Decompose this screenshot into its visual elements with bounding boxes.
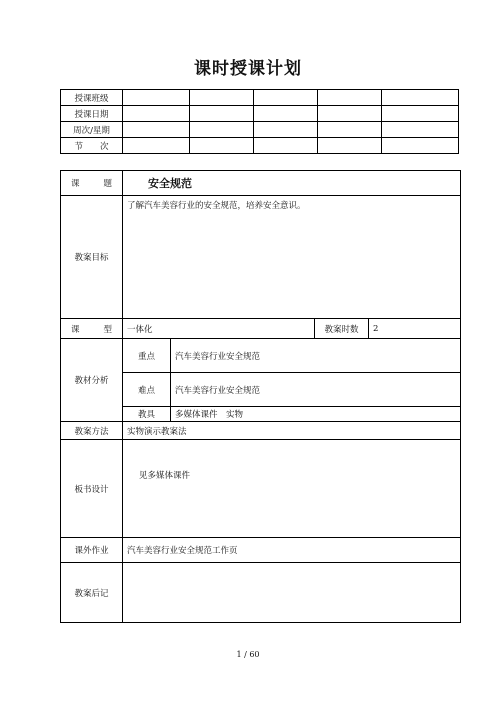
table-row bbox=[61, 122, 459, 138]
row-label-date: 授课日期 bbox=[61, 106, 123, 122]
table-cell bbox=[382, 122, 459, 138]
table-cell bbox=[318, 138, 382, 154]
difficulty-value: 汽车美容行业安全规范 bbox=[171, 373, 461, 407]
table-cell bbox=[190, 106, 254, 122]
topic-value: 安全规范 bbox=[123, 171, 461, 196]
table-cell bbox=[123, 138, 190, 154]
afterword-value bbox=[123, 563, 461, 623]
tools-label: 教具 bbox=[123, 407, 171, 422]
objective-value: 了解汽车美容行业的安全规范，培养安全意识。 bbox=[123, 196, 461, 319]
difficulty-label: 难点 bbox=[123, 373, 171, 407]
homework-value: 汽车美容行业安全规范工作页 bbox=[123, 538, 461, 563]
key-value: 汽车美容行业安全规范 bbox=[171, 339, 461, 373]
page-number: 1 / 60 bbox=[236, 650, 260, 659]
type-value: 一体化 bbox=[123, 319, 315, 339]
type-label: 课 型 bbox=[61, 319, 123, 339]
table-row bbox=[61, 90, 459, 106]
table-cell bbox=[123, 106, 190, 122]
homework-label: 课外作业 bbox=[61, 538, 123, 563]
table-cell bbox=[254, 122, 318, 138]
table-row bbox=[61, 440, 461, 538]
table-row bbox=[61, 196, 461, 319]
table-row bbox=[61, 339, 461, 373]
tools-value: 多媒体课件 实物 bbox=[171, 407, 461, 422]
hours-label: 教案时数 bbox=[315, 319, 369, 339]
table-cell bbox=[190, 122, 254, 138]
table-row bbox=[61, 319, 461, 339]
hours-value: 2 bbox=[369, 319, 461, 339]
row-label-class: 授课班级 bbox=[61, 90, 123, 106]
table-cell bbox=[190, 138, 254, 154]
table-cell bbox=[123, 122, 190, 138]
table-row bbox=[61, 563, 461, 623]
topic-label: 课 题 bbox=[61, 171, 123, 196]
table-cell bbox=[382, 138, 459, 154]
table-row bbox=[61, 138, 459, 154]
page-title: 课时授课计划 bbox=[194, 59, 302, 79]
row-label-period: 节 次 bbox=[61, 138, 123, 154]
method-label: 教案方法 bbox=[61, 422, 123, 440]
table-cell bbox=[382, 90, 459, 106]
analysis-label: 教材分析 bbox=[61, 339, 123, 422]
table-row bbox=[61, 422, 461, 440]
lesson-plan-table bbox=[60, 170, 461, 623]
table-cell bbox=[318, 106, 382, 122]
objective-label: 教案目标 bbox=[61, 196, 123, 319]
table-cell bbox=[123, 90, 190, 106]
table-cell bbox=[254, 138, 318, 154]
board-value: 见多媒体课件 bbox=[123, 440, 461, 538]
table-row bbox=[61, 106, 459, 122]
class-info-table bbox=[60, 89, 459, 154]
table-cell bbox=[382, 106, 459, 122]
row-label-week: 周次/星期 bbox=[61, 122, 123, 138]
table-cell bbox=[190, 90, 254, 106]
table-row bbox=[61, 538, 461, 563]
table-cell bbox=[318, 122, 382, 138]
afterword-label: 教案后记 bbox=[61, 563, 123, 623]
table-cell bbox=[254, 106, 318, 122]
board-label: 板书设计 bbox=[61, 440, 123, 538]
table-row bbox=[61, 171, 461, 196]
key-label: 重点 bbox=[123, 339, 171, 373]
method-value: 实物演示教案法 bbox=[123, 422, 461, 440]
table-cell bbox=[318, 90, 382, 106]
table-cell bbox=[254, 90, 318, 106]
